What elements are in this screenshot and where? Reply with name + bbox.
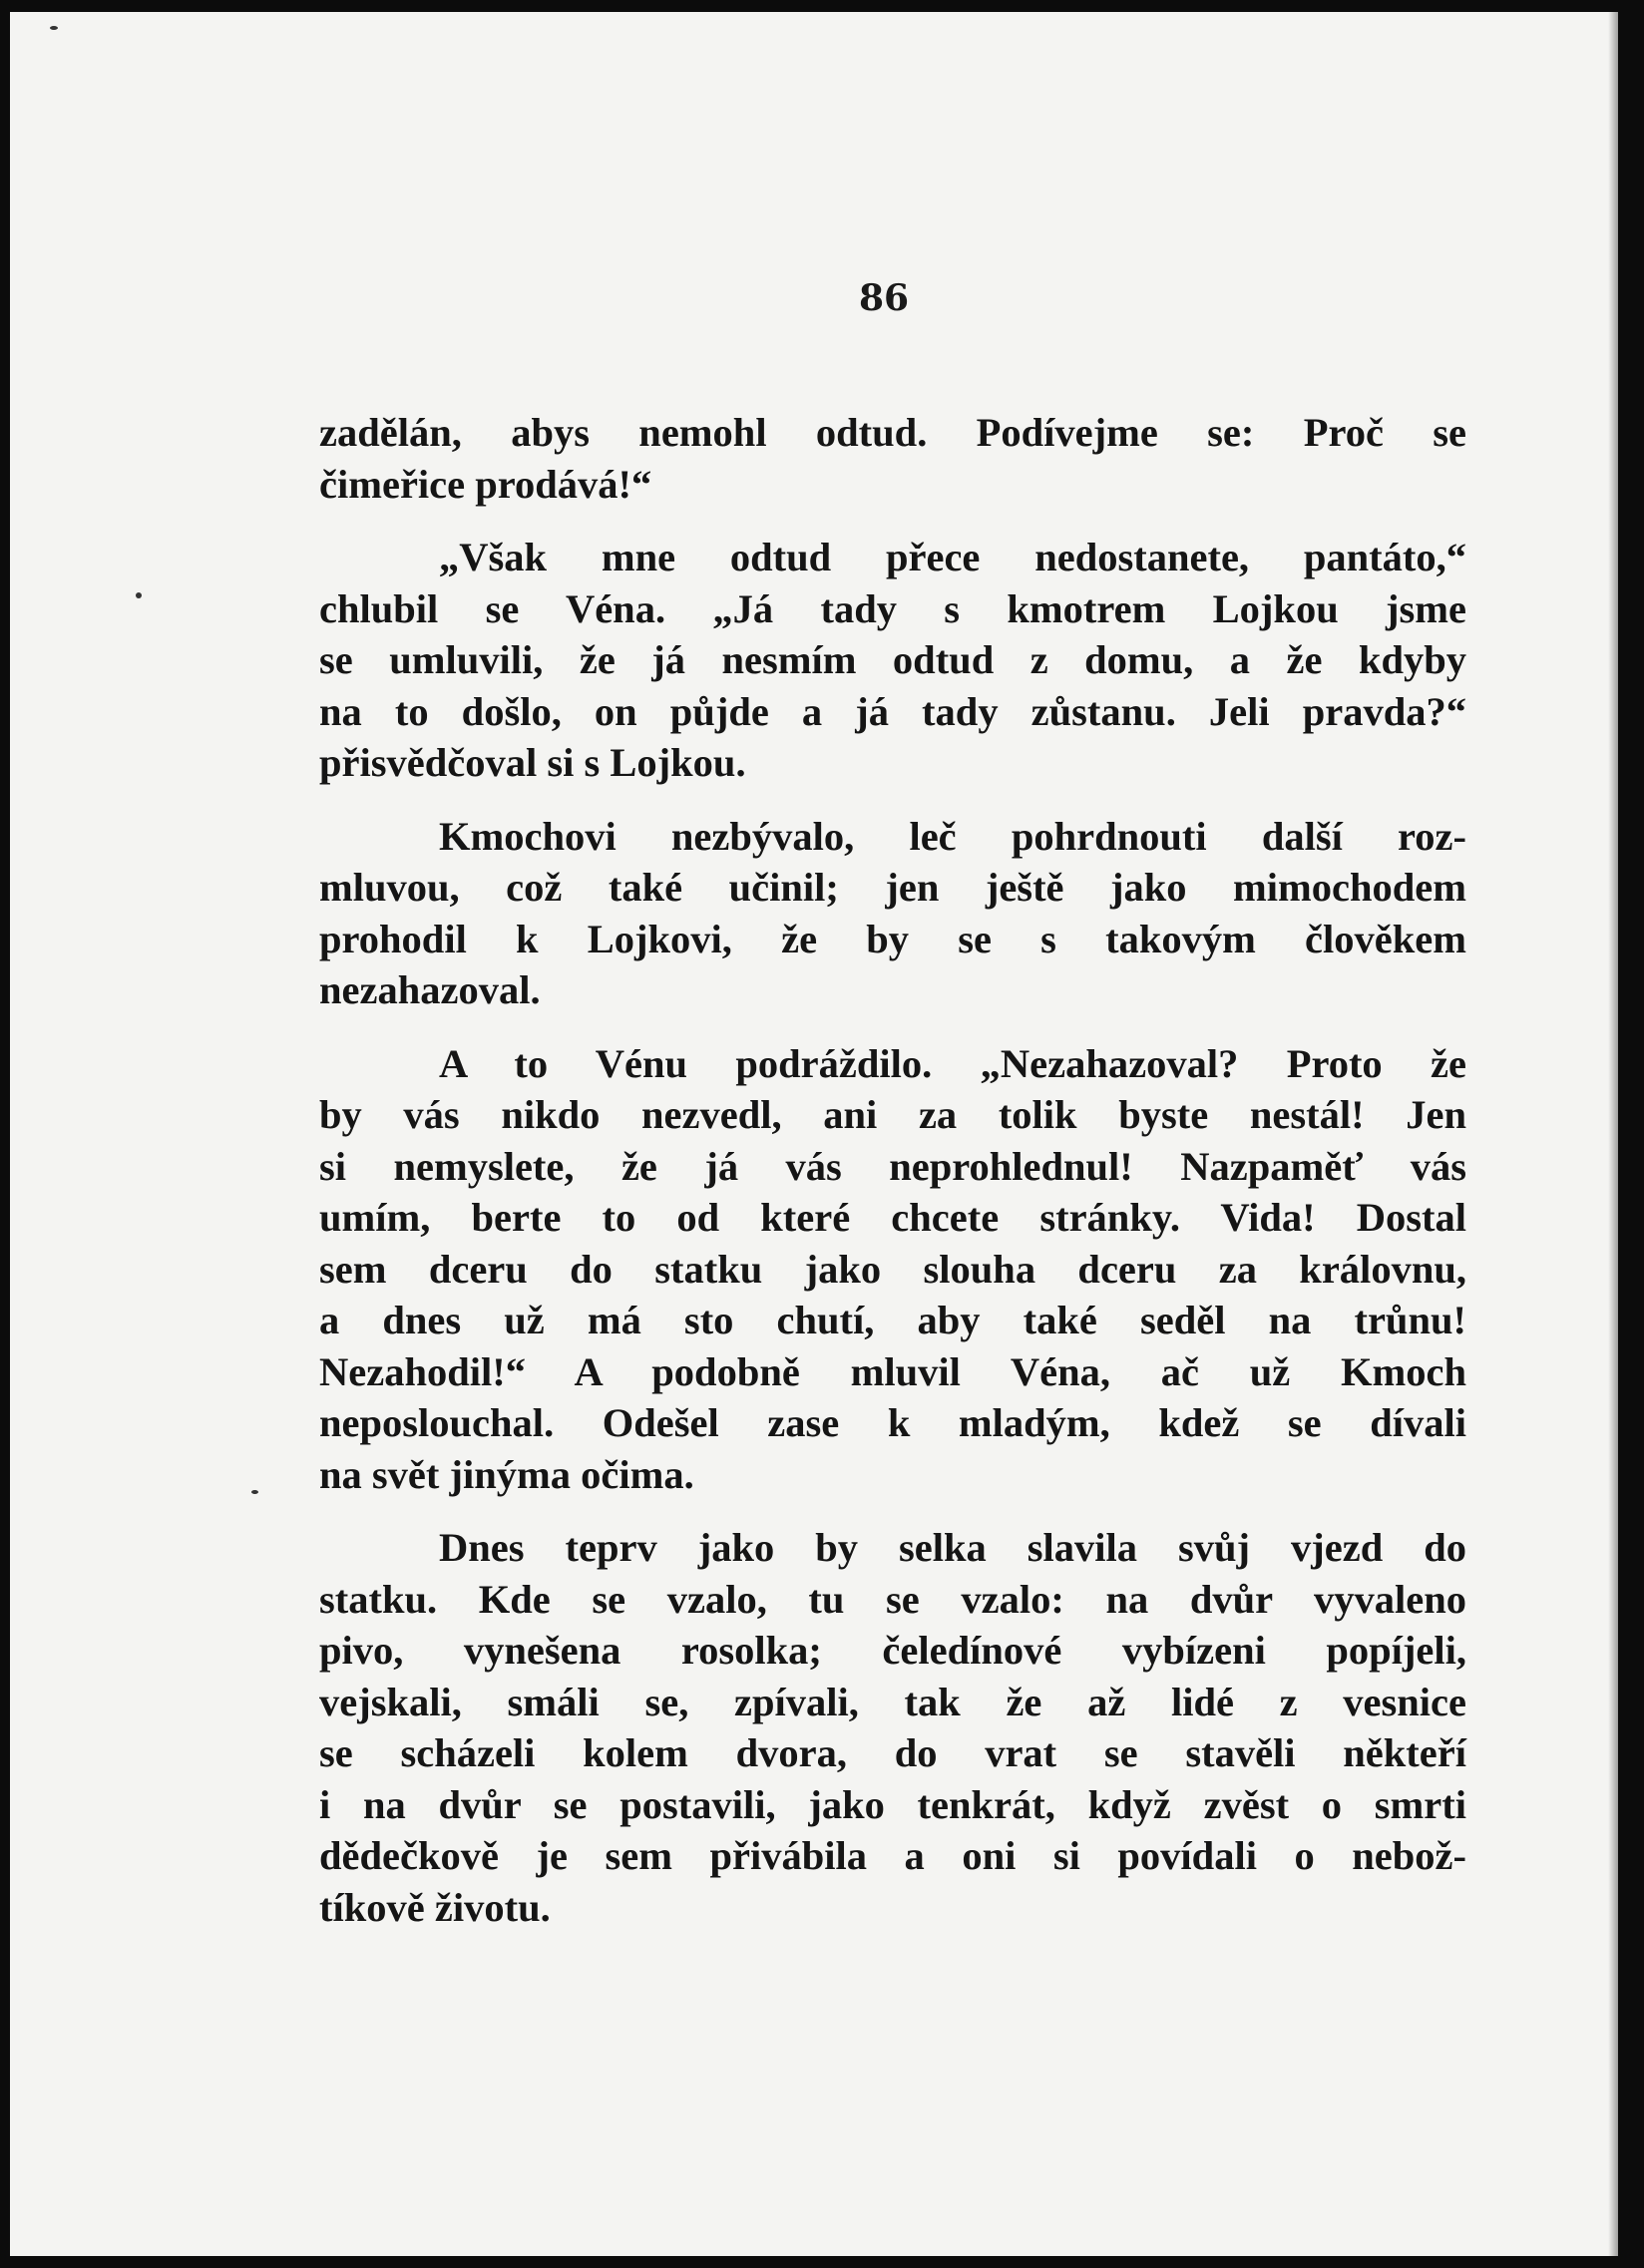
text-line: statku. Kde se vzalo, tu se vzalo: na dvůr vyvaleno <box>319 1576 1466 1622</box>
text-line: tíkově životu. <box>319 1884 551 1930</box>
text-line: Dnes teprv jako by selka slavila svůj vjezd do <box>439 1525 1466 1570</box>
text-line: umím, berte to od které chcete stránky. Vida! Dostal <box>319 1195 1466 1240</box>
text-line: se umluvili, že já nesmím odtud z domu, a že kdyby <box>319 637 1466 682</box>
text-line: na to došlo, on půjde a já tady zůstanu. Jeli pravda?“ <box>319 688 1466 734</box>
text-line: neposlouchal. Odešel zase k mladým, kdež se dívali <box>319 1400 1466 1445</box>
body-text <box>319 407 1466 1955</box>
text-line: Kmochovi nezbývalo, leč pohrdnouti další roz- <box>439 813 1466 859</box>
paragraph <box>319 1038 1466 1501</box>
paragraph <box>319 407 1466 510</box>
paragraph <box>319 1522 1466 1933</box>
text-line: dědečkově je sem přivábila a oni si povídali o nebož- <box>319 1833 1466 1878</box>
book-page <box>10 12 1618 2256</box>
paragraph <box>319 532 1466 789</box>
scan-speck <box>251 1490 258 1494</box>
text-line: Nezahodil!“ A podobně mluvil Véna, ač už Kmoch <box>319 1348 1466 1394</box>
text-line: zadělán, abys nemohl odtud. Podívejme se: Proč se <box>319 410 1466 455</box>
text-line: i na dvůr se postavili, jako tenkrát, když zvěst o smrti <box>319 1781 1466 1827</box>
scan-speck <box>136 592 142 598</box>
text-line: čimeřice prodává!“ <box>319 461 652 507</box>
text-line: sem dceru do statku jako slouha dceru za královnu, <box>319 1246 1466 1292</box>
text-line: přisvědčoval si s Lojkou. <box>319 740 746 785</box>
paragraph <box>319 811 1466 1016</box>
text-line: nezahazoval. <box>319 967 541 1012</box>
text-line: si nemyslete, že já vás neprohlednul! Nazpaměť vás <box>319 1143 1466 1189</box>
text-line: by vás nikdo nezvedl, ani za tolik byste nestál! Jen <box>319 1092 1466 1137</box>
text-line: mluvou, což také učinil; jen ještě jako mimochodem <box>319 865 1466 910</box>
text-line: prohodil k Lojkovi, že by se s takovým člověkem <box>319 916 1466 961</box>
text-line: se scházeli kolem dvora, do vrat se stavěli někteří <box>319 1730 1466 1775</box>
page-edge-shadow <box>1608 12 1618 2256</box>
text-line: A to Vénu podráždilo. „Nezahazoval? Proto že <box>439 1040 1466 1086</box>
text-line: na svět jinýma očima. <box>319 1451 694 1497</box>
text-line: chlubil se Véna. „Já tady s kmotrem Lojkou jsme <box>319 585 1466 631</box>
text-line: pivo, vynešena rosolka; čeledínové vybízeni popíjeli, <box>319 1628 1466 1673</box>
text-line: „Však mne odtud přece nedostanete, pantáto,“ <box>439 535 1466 579</box>
page-number: 86 <box>858 277 910 319</box>
scan-speck <box>50 26 58 30</box>
text-line: vejskali, smáli se, zpívali, tak že až lidé z vesnice <box>319 1679 1466 1724</box>
text-line: a dnes už má sto chutí, aby také seděl na trůnu! <box>319 1298 1466 1342</box>
